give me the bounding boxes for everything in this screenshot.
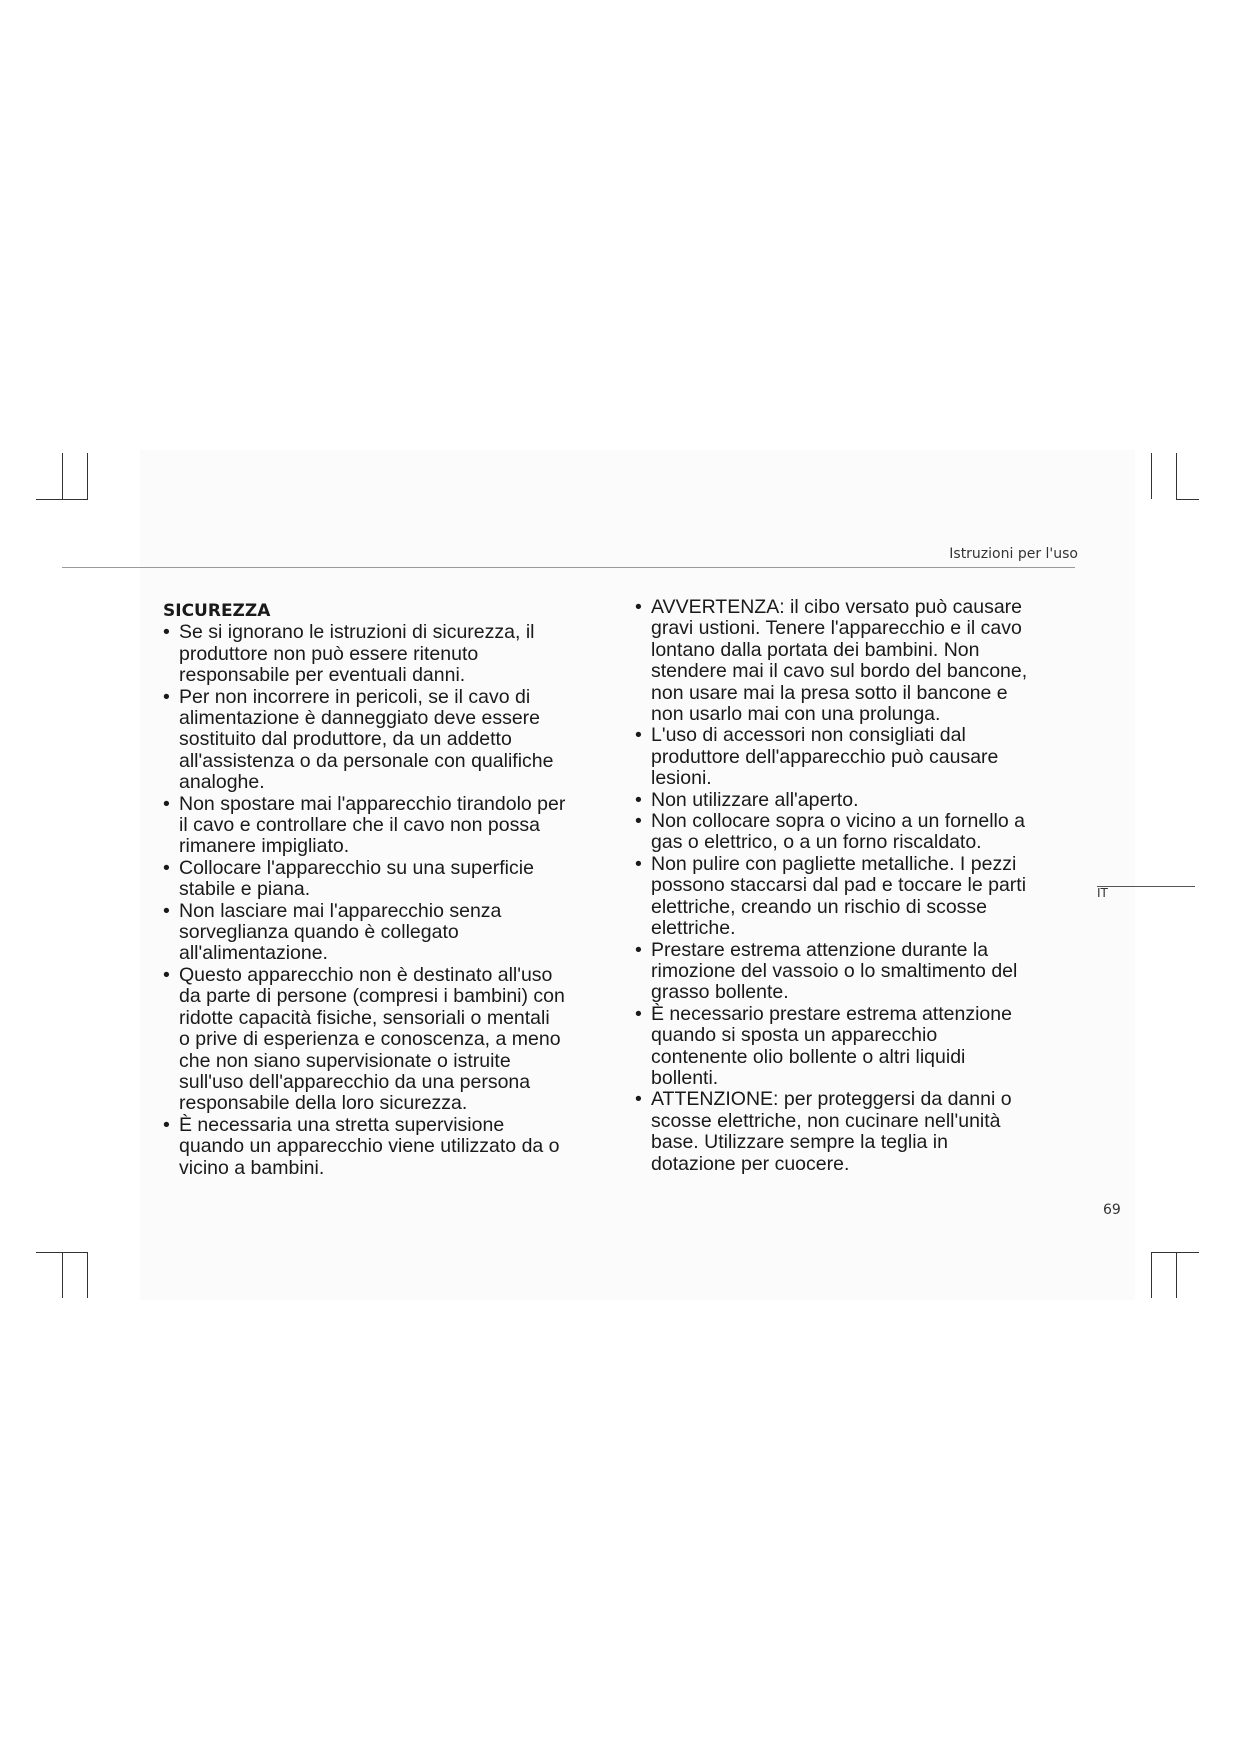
crop-mark-top-left-h (36, 499, 88, 500)
bullet-icon: • (163, 963, 170, 986)
list-item (635, 1089, 1075, 1175)
list-item-text: È necessario prestare estrema attenzione quando si sposta un apparecchio contenente olio bollente o altri liquidi bollenti. (651, 1002, 1012, 1089)
bullet-icon: • (163, 856, 170, 879)
crop-mark-bottom-right-v2 (1176, 1252, 1177, 1298)
bullet-icon: • (635, 810, 642, 833)
bullet-icon: • (163, 1113, 170, 1136)
side-tab-rule (1097, 886, 1195, 887)
crop-mark-top-right-h (1176, 499, 1199, 500)
list-item-text: Non lasciare mai l'apparecchio senza sorveglianza quando è collegato all'alimentazione. (179, 899, 502, 965)
crop-mark-top-right-v (1151, 453, 1152, 499)
list-item-text: Non collocare sopra o vicino a un fornello a gas o elettrico, o a un forno riscaldato. (651, 810, 1025, 854)
crop-mark-bottom-left-v2 (87, 1252, 88, 1298)
right-column (635, 597, 1075, 1175)
left-bullet-list (163, 622, 623, 1179)
bullet-icon: • (635, 852, 642, 875)
list-item-text: AVVERTENZA: il cibo versato può causare gravi ustioni. Tenere l'apparecchio e il cavo lontano dalla portata dei bambini. Non stendere mai il cavo sul bordo del bancone, non usare mai la presa sotto il bancone e non usarlo mai con una prolunga. (651, 596, 1028, 726)
list-item (635, 811, 1075, 854)
crop-mark-top-left-v2 (62, 453, 63, 499)
list-item-text: Non pulire con pagliette metalliche. I pezzi possono staccarsi dal pad e toccare le parti elettriche, creando un rischio di scosse elettriche. (651, 852, 1027, 940)
running-header: Istruzioni per l'uso (949, 546, 1078, 562)
section-title: SICUREZZA (163, 601, 271, 621)
list-item (163, 965, 623, 1115)
list-item-text: L'uso di accessori non consigliati dal produttore dell'apparecchio può causare lesioni. (651, 724, 999, 790)
list-item (635, 1004, 1075, 1090)
bullet-icon: • (635, 1088, 642, 1111)
list-item (163, 858, 623, 901)
bullet-icon: • (163, 621, 170, 644)
crop-mark-bottom-right-v (1151, 1252, 1152, 1298)
list-item-text: È necessaria una stretta supervisione quando un apparecchio viene utilizzato da o vicino a bambini. (179, 1113, 560, 1179)
list-item-text: Per non incorrere in pericoli, se il cavo di alimentazione è danneggiato deve essere sostituito dal produttore, da un addetto all'assistenza o da personale con qualifiche analoghe. (179, 685, 554, 794)
list-item (163, 622, 623, 686)
bullet-icon: • (635, 788, 642, 811)
list-item-text: Questo apparecchio non è destinato all'uso da parte di persone (compresi i bambini) con ridotte capacità fisiche, sensoriali o mentali o prive di esperienza e conoscenza, a meno che non siano supervisionate o istruite sull'uso dell'apparecchio da una persona responsabile della loro sicurezza. (179, 963, 565, 1115)
bullet-icon: • (635, 724, 642, 747)
list-item (635, 854, 1075, 940)
list-item-text: Non spostare mai l'apparecchio tirandolo per il cavo e controllare che il cavo non possa rimanere impigliato. (179, 792, 566, 858)
crop-mark-top-right-v2 (1176, 453, 1177, 499)
list-item (163, 794, 623, 858)
bullet-icon: • (635, 596, 642, 618)
list-item-text: Non utilizzare all'aperto. (651, 788, 859, 811)
list-item (163, 687, 623, 794)
list-item (635, 940, 1075, 1004)
list-item (635, 725, 1075, 789)
list-item-text: Collocare l'apparecchio su una superficie stabile e piana. (179, 856, 534, 901)
bullet-icon: • (163, 792, 170, 815)
page-number: 69 (1103, 1202, 1121, 1218)
header-rule (62, 567, 1075, 568)
language-tab-label: IT (1097, 886, 1108, 900)
bullet-icon: • (163, 899, 170, 922)
list-item-text: Prestare estrema attenzione durante la rimozione del vassoio o lo smaltimento del grasso bollente. (651, 938, 1018, 1004)
list-item (163, 1115, 623, 1179)
list-item (163, 901, 623, 965)
right-bullet-list (635, 597, 1075, 1175)
list-item (635, 790, 1075, 811)
bullet-icon: • (635, 938, 642, 961)
list-item-text: Se si ignorano le istruzioni di sicurezza, il produttore non può essere ritenuto responsabile per eventuali danni. (179, 621, 535, 687)
bullet-icon: • (635, 1002, 642, 1025)
bullet-icon: • (163, 685, 170, 708)
left-column (163, 597, 623, 1179)
crop-mark-top-left-v (87, 453, 88, 499)
crop-mark-bottom-right-h (1151, 1252, 1199, 1253)
crop-mark-bottom-left-v (62, 1252, 63, 1298)
list-item-text: ATTENZIONE: per proteggersi da danni o scosse elettriche, non cucinare nell'unità base. Utilizzare sempre la teglia in dotazione per cuocere. (651, 1088, 1012, 1175)
list-item (635, 597, 1075, 725)
